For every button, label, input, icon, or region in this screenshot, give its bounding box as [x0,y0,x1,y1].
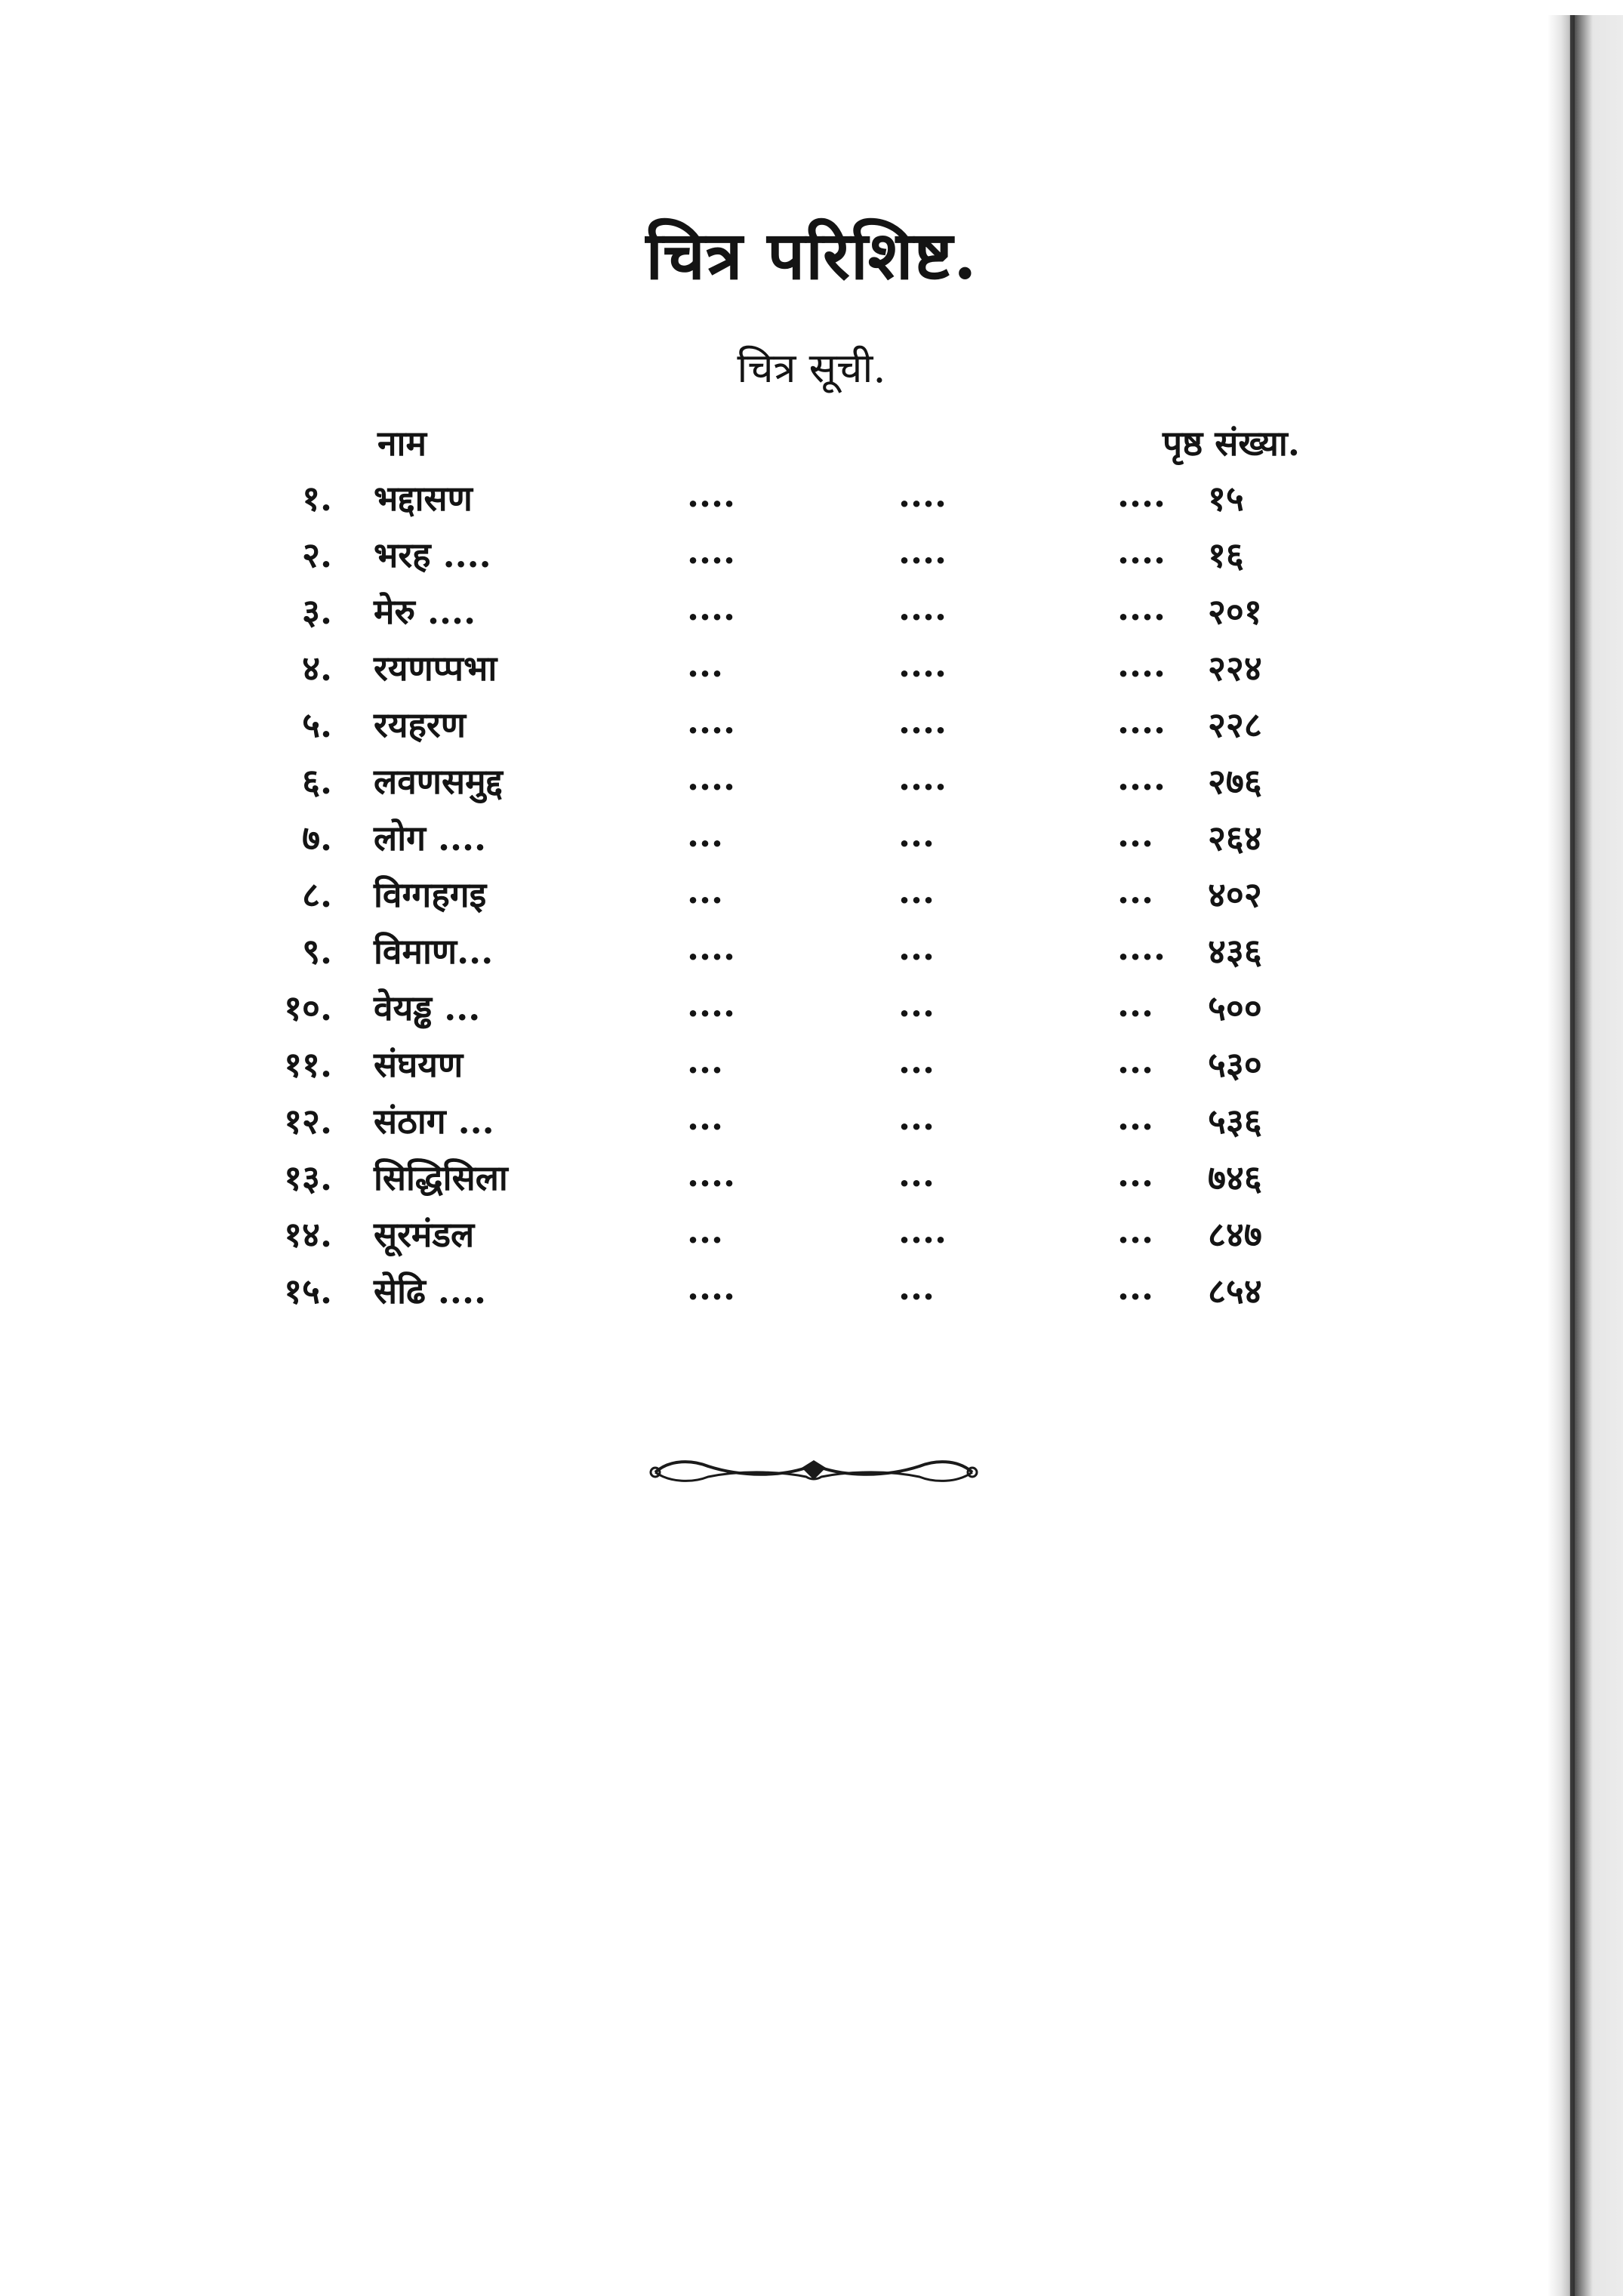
item-page: २०१ [1208,591,1262,632]
leader-dots: ... [1117,1267,1154,1308]
list-item [0,927,1623,984]
item-number: १५. [284,1271,332,1311]
leader-dots: .... [898,474,947,515]
list-item [0,1210,1623,1267]
item-number: १२. [284,1101,332,1142]
list-item [0,1097,1623,1154]
leader-dots: .... [687,701,736,741]
leader-dots: ... [687,814,724,855]
item-page: ७४६ [1208,1157,1262,1198]
leader-dots: ... [898,1040,935,1081]
leader-dots: ... [687,1210,724,1251]
leader-dots: ... [898,927,935,968]
list-item [0,531,1623,587]
item-page: ५०० [1208,988,1262,1028]
item-page: १६ [1208,535,1244,575]
item-number: १. [302,478,332,519]
item-name: मेरु .... [374,591,476,632]
item-name: संघयण [374,1044,463,1085]
leader-dots: .... [1117,474,1166,515]
leader-dots: ... [1117,1210,1154,1251]
leader-dots: ... [1117,1154,1154,1194]
leader-dots: .... [687,1267,736,1308]
ornamental-divider [640,1450,987,1495]
item-number: ८. [302,874,332,915]
column-header-name: नाम [377,423,427,464]
list-item [0,1154,1623,1210]
page-title: चित्र परिशिष्ट. [645,216,978,294]
leader-dots: ... [1117,814,1154,855]
item-name: सूरमंडल [374,1214,475,1255]
item-page: १५ [1208,478,1244,519]
list-item [0,644,1623,701]
list-item [0,1267,1623,1324]
item-name: भरह .... [374,535,491,575]
leader-dots: ... [687,1097,724,1138]
leader-dots: .... [687,474,736,515]
leader-dots: ... [687,644,724,685]
item-page: ५३६ [1208,1101,1262,1142]
item-name: रयहरण [374,704,466,745]
list-item [0,474,1623,531]
item-number: १३. [284,1157,332,1198]
item-name: भद्दासण [374,478,473,519]
item-name: वेयड्ढ ... [374,988,481,1028]
leader-dots: .... [687,927,736,968]
item-name: रयणप्पभा [374,648,497,689]
leader-dots: ... [898,1267,935,1308]
leader-dots: .... [898,757,947,798]
item-name: सिद्धिसिला [374,1157,508,1198]
leader-dots: ... [898,814,935,855]
item-page: ५३० [1208,1044,1262,1085]
list-item [0,1040,1623,1097]
item-name: लवणसमुद्द [374,761,503,802]
leader-dots: .... [687,1154,736,1194]
leader-dots: ... [1117,871,1154,911]
list-item [0,757,1623,814]
leader-dots: ... [898,984,935,1025]
item-number: ३. [302,591,332,632]
leader-dots: .... [898,587,947,628]
leader-dots: .... [1117,757,1166,798]
item-page: २२८ [1208,704,1262,745]
leader-dots: ... [687,871,724,911]
item-number: ७. [302,818,332,858]
leader-dots: ... [687,1040,724,1081]
list-item [0,871,1623,927]
item-name: सेढि .... [374,1271,486,1311]
list-item [0,587,1623,644]
leader-dots: .... [1117,927,1166,968]
item-number: ६. [302,761,332,802]
item-page: ८४७ [1208,1214,1262,1255]
leader-dots: ... [898,871,935,911]
leader-dots: .... [687,531,736,572]
leader-dots: .... [898,531,947,572]
leader-dots: .... [1117,701,1166,741]
item-number: १०. [284,988,332,1028]
item-number: २. [302,535,332,575]
leader-dots: .... [898,644,947,685]
item-page: २२४ [1208,648,1262,689]
list-item [0,701,1623,757]
leader-dots: .... [1117,531,1166,572]
item-number: ४. [302,648,332,689]
list-item [0,814,1623,871]
item-page: २७६ [1208,761,1262,802]
leader-dots: .... [1117,587,1166,628]
list-item [0,984,1623,1040]
item-name: विग्गहगइ [374,874,487,915]
leader-dots: .... [687,587,736,628]
page-subtitle: चित्र सूची. [737,344,886,392]
leader-dots: .... [687,757,736,798]
item-page: ४३६ [1208,931,1262,972]
item-number: ५. [302,704,332,745]
leader-dots: ... [1117,1040,1154,1081]
leader-dots: .... [687,984,736,1025]
leader-dots: ... [898,1097,935,1138]
leader-dots: .... [898,701,947,741]
leader-dots: .... [1117,644,1166,685]
leader-dots: ... [1117,984,1154,1025]
column-header-page: पृष्ठ संख्या. [1163,423,1300,464]
item-name: संठाग ... [374,1101,494,1142]
leader-dots: ... [898,1154,935,1194]
item-page: ८५४ [1208,1271,1262,1311]
item-number: १४. [284,1214,332,1255]
item-number: ११. [284,1044,332,1085]
item-page: ४०२ [1208,874,1262,915]
leader-dots: ... [1117,1097,1154,1138]
item-name: लोग .... [374,818,487,858]
item-name: विमाण... [374,931,494,972]
leader-dots: .... [898,1210,947,1251]
item-number: ९. [302,931,332,972]
figure-list [0,474,1623,1324]
item-page: २६४ [1208,818,1262,858]
